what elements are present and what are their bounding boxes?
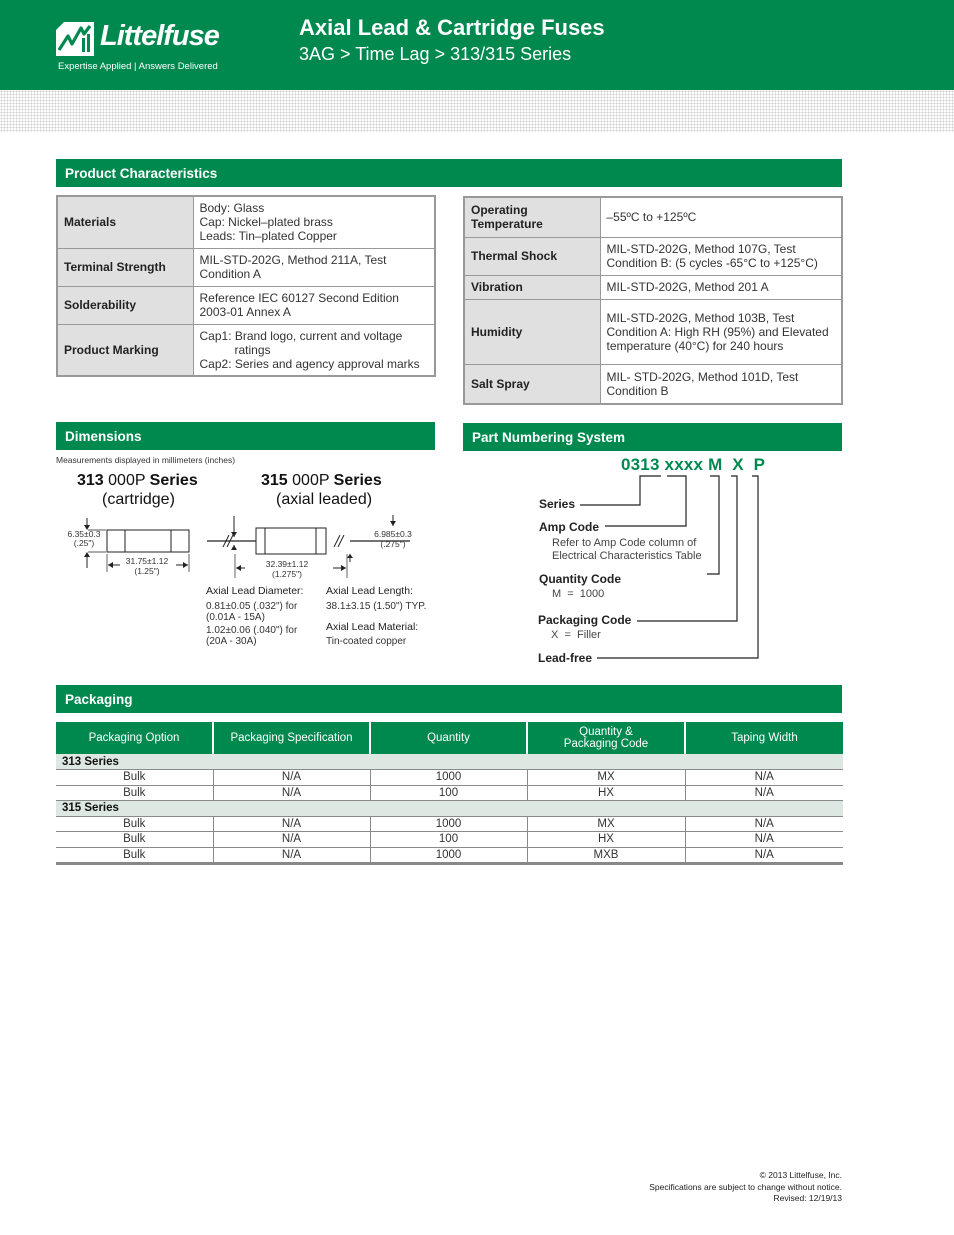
table-row <box>57 324 435 376</box>
col-packaging-specification: Packaging Specification <box>213 722 370 754</box>
materials-body: Body: Glass <box>199 201 265 216</box>
dim-315-diameter <box>366 530 420 549</box>
col-quantity: Quantity <box>370 722 527 754</box>
lead-material-value: Tin-coated copper <box>326 636 407 647</box>
lead-diameter-line: 0.81±0.05 (.032") for <box>206 601 298 612</box>
product-characteristics-heading: Product Characteristics <box>56 159 842 187</box>
desc-line: Refer to Amp Code column of <box>552 537 697 549</box>
group-label: 313 Series <box>56 754 843 770</box>
dimensions-note: Measurements displayed in millimeters (inches) <box>56 455 236 465</box>
cell: Bulk <box>56 832 213 848</box>
cell: Bulk <box>56 785 213 801</box>
dim-value: 6.985±0.3 <box>374 529 412 539</box>
cell: N/A <box>685 816 843 832</box>
series-313-subtitle: (cartridge) <box>102 491 175 508</box>
cell: N/A <box>213 847 370 863</box>
table-row <box>56 785 843 801</box>
cell: N/A <box>685 785 843 801</box>
solderability-label: Solderability <box>57 286 193 324</box>
part-numbering-heading: Part Numbering System <box>463 423 842 451</box>
cell: N/A <box>213 770 370 786</box>
dim-value: (1.275") <box>272 568 302 579</box>
cell: HX <box>527 785 685 801</box>
value-line: MIL-STD-202G, Method 107G, Test <box>606 242 796 256</box>
cell: N/A <box>213 832 370 848</box>
series-313-title <box>77 472 198 490</box>
materials-cap: Cap: Nickel–plated brass <box>199 215 333 230</box>
table-row <box>56 770 843 786</box>
table-row <box>57 248 435 286</box>
dim-value: (.25") <box>73 538 95 548</box>
table-row <box>57 286 435 324</box>
header-line: Quantity & <box>579 726 633 738</box>
dim-313-length <box>119 557 175 576</box>
humidity-value <box>600 299 842 364</box>
packaging-code-description: X = Filler <box>551 629 601 641</box>
notice-text: Specifications are subject to change without notice. <box>649 1181 842 1192</box>
series-313-word: Series <box>149 472 198 489</box>
group-row-313 <box>56 754 843 770</box>
value-line: MIL-STD-202G, Method 211A, Test <box>199 253 387 267</box>
lead-diameter-line: (20A - 30A) <box>206 636 257 647</box>
series-315-code: 000P <box>287 472 334 489</box>
lead-diameter-line: 1.02±0.06 (.040") for <box>206 625 298 636</box>
product-marking-label: Product Marking <box>57 324 193 376</box>
table-row <box>464 364 842 404</box>
table-row <box>56 832 843 848</box>
value-line: Condition B: (5 cycles -65°C to +125°C) <box>606 256 818 270</box>
cell: N/A <box>685 770 843 786</box>
terminal-strength-label: Terminal Strength <box>57 248 193 286</box>
operating-temperature-value: –55ºC to +125ºC <box>600 197 842 237</box>
lead-length-value: 38.1±3.15 (1.50") TYP. <box>326 601 427 612</box>
dim-value: (.275") <box>380 538 406 549</box>
brand-tagline: Expertise Applied | Answers Delivered <box>58 61 218 72</box>
value-line: Condition A <box>199 267 261 281</box>
brand-name: Littelfuse <box>100 20 219 52</box>
cell: MX <box>527 816 685 832</box>
vibration-label: Vibration <box>464 275 600 299</box>
packaging-table <box>56 722 843 865</box>
cell: 1000 <box>370 847 527 863</box>
dim-value: (1.25") <box>134 565 160 576</box>
operating-temperature-label <box>464 197 600 237</box>
value-line: Condition B <box>606 383 669 398</box>
cell: Bulk <box>56 816 213 832</box>
cell: N/A <box>213 785 370 801</box>
table-row <box>464 299 842 364</box>
series-315-title <box>261 472 382 490</box>
value-line: Cap1: Brand logo, current and voltage <box>199 328 403 343</box>
lead-diameter-values <box>206 601 297 647</box>
page-footer <box>649 1170 842 1205</box>
dot-pattern-band <box>0 90 954 132</box>
series-313-number: 313 <box>77 472 104 489</box>
quantity-code-description: M = 1000 <box>552 588 605 600</box>
table-header-row <box>56 722 843 754</box>
cell: Bulk <box>56 770 213 786</box>
value-line: 2003-01 Annex A <box>199 305 291 319</box>
table-row <box>57 196 435 248</box>
breadcrumb: 3AG > Time Lag > 313/315 Series <box>299 44 572 64</box>
value-line: temperature (40°C) for 240 hours <box>606 338 784 353</box>
lead-diameter-line: (0.01A - 15A) <box>206 612 265 623</box>
group-label: 315 Series <box>56 801 843 817</box>
humidity-label: Humidity <box>464 299 600 364</box>
thermal-shock-value <box>600 237 842 275</box>
cell: 100 <box>370 785 527 801</box>
lead-diameter-title: Axial Lead Diameter: <box>206 585 304 597</box>
cell: HX <box>527 832 685 848</box>
littelfuse-logo-icon <box>56 22 94 56</box>
thermal-shock-label: Thermal Shock <box>464 237 600 275</box>
lead-material-title: Axial Lead Material: <box>326 621 419 633</box>
dim-value: 6.35±0.3 <box>67 529 101 539</box>
copyright-text: © 2013 Littelfuse, Inc. <box>759 1170 842 1180</box>
label-line: Temperature <box>471 217 543 232</box>
cell: 1000 <box>370 770 527 786</box>
header-line: Packaging Code <box>563 738 649 750</box>
value-line: Condition A: High RH (95%) and Elevated <box>606 324 829 339</box>
series-315-subtitle: (axial leaded) <box>276 491 373 508</box>
value-line: MIL-STD-202G, Method 103B, Test <box>606 310 795 325</box>
dim-value: 31.75±1.12 <box>125 556 169 566</box>
table-row <box>464 197 842 237</box>
cell: N/A <box>685 847 843 863</box>
solderability-value <box>193 286 435 324</box>
cell: MXB <box>527 847 685 863</box>
col-quantity-packaging-code <box>527 722 685 754</box>
dim-315-length <box>259 560 315 579</box>
terminal-strength-value <box>193 248 435 286</box>
vibration-value: MIL-STD-202G, Method 201 A <box>600 275 842 299</box>
value-line: ratings <box>234 342 271 357</box>
value-line: Reference IEC 60127 Second Edition <box>199 291 399 305</box>
lead-free-label: Lead-free <box>538 651 593 665</box>
packaging-code-label: Packaging Code <box>538 613 632 627</box>
salt-spray-label: Salt Spray <box>464 364 600 404</box>
cell: Bulk <box>56 847 213 863</box>
materials-label: Materials <box>57 196 193 248</box>
product-marking-value <box>193 324 435 376</box>
characteristics-table-left <box>56 195 436 377</box>
cell: N/A <box>213 816 370 832</box>
value-line: Cap2: Series and agency approval marks <box>199 356 420 371</box>
cell: 100 <box>370 832 527 848</box>
lead-length-title: Axial Lead Length: <box>326 585 413 597</box>
amp-code-description <box>552 537 702 563</box>
table-row <box>56 847 843 863</box>
series-label: Series <box>539 497 576 511</box>
page-title: Axial Lead & Cartridge Fuses <box>299 15 605 40</box>
value-line: MIL- STD-202G, Method 101D, Test <box>606 369 799 384</box>
table-row <box>464 275 842 299</box>
series-315-number: 315 <box>261 472 288 489</box>
cell: N/A <box>685 832 843 848</box>
table-row <box>464 237 842 275</box>
littelfuse-logo[interactable] <box>56 20 226 76</box>
col-taping-width: Taping Width <box>685 722 843 754</box>
series-313-code: 000P <box>103 472 150 489</box>
series-315-word: Series <box>333 472 382 489</box>
table-row <box>56 816 843 832</box>
cell: 1000 <box>370 816 527 832</box>
desc-line: Electrical Characteristics Table <box>552 550 702 562</box>
group-row-315 <box>56 801 843 817</box>
materials-value <box>193 196 435 248</box>
materials-leads: Leads: Tin–plated Copper <box>199 229 337 244</box>
quantity-code-label: Quantity Code <box>539 572 622 586</box>
col-packaging-option: Packaging Option <box>56 722 213 754</box>
page-header <box>0 0 954 90</box>
revised-date: Revised: 12/19/13 <box>773 1193 842 1203</box>
salt-spray-value <box>600 364 842 404</box>
cell: MX <box>527 770 685 786</box>
characteristics-table-right <box>463 196 843 405</box>
packaging-heading: Packaging <box>56 685 842 713</box>
label-line: Operating <box>471 203 528 218</box>
amp-code-label: Amp Code <box>539 520 599 534</box>
dim-313-diameter <box>63 530 105 548</box>
dimensions-heading: Dimensions <box>56 422 435 450</box>
dim-value: 32.39±1.12 <box>265 559 309 569</box>
part-number-code: 0313 xxxx M X P <box>621 455 766 474</box>
